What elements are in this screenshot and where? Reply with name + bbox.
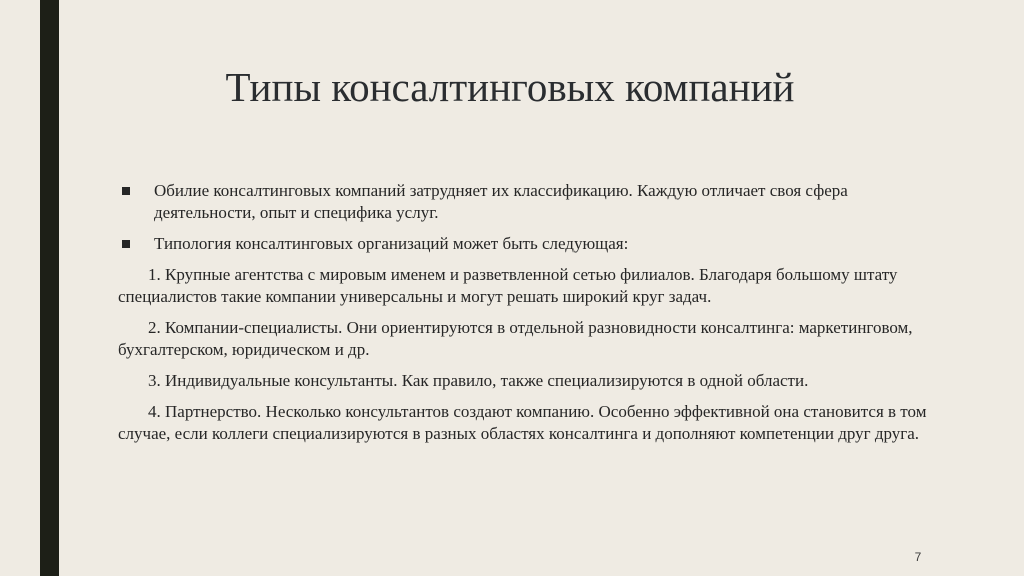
numbered-item: 3. Индивидуальные консультанты. Как правило, также специализируются в одной области. bbox=[148, 371, 809, 390]
bullet-item bbox=[118, 180, 948, 224]
left-accent-bar bbox=[40, 0, 59, 576]
bullet-text: Типология консалтинговых организаций может быть следующая: bbox=[154, 234, 629, 253]
numbered-item: 1. Крупные агентства с мировым именем и разветвленной сетью филиалов. Благодаря большому штату специалистов такие компании универсальны и могут решать широкий круг задач. bbox=[118, 265, 898, 306]
bullet-text: Обилие консалтинговых компаний затрудняет их классификацию. Каждую отличает своя сфера деятельности, опыт и специфика услуг. bbox=[154, 181, 848, 222]
square-bullet-icon bbox=[122, 240, 130, 248]
numbered-item: 2. Компании-специалисты. Они ориентируются в отдельной разновидности консалтинга: маркетинговом, бухгалтерском, юридическом и др. bbox=[118, 318, 913, 359]
slide-title: Типы консалтинговых компаний bbox=[225, 64, 795, 110]
bullet-item bbox=[118, 233, 948, 255]
numbered-item: 4. Партнерство. Несколько консультантов создают компанию. Особенно эффективной она становится в том случае, если коллеги специализируются в разных областях консалтинга и дополняют компетенции друг друга. bbox=[118, 402, 927, 443]
square-bullet-icon bbox=[122, 187, 130, 195]
slide-content bbox=[118, 180, 948, 454]
page-number: 7 bbox=[914, 550, 922, 564]
